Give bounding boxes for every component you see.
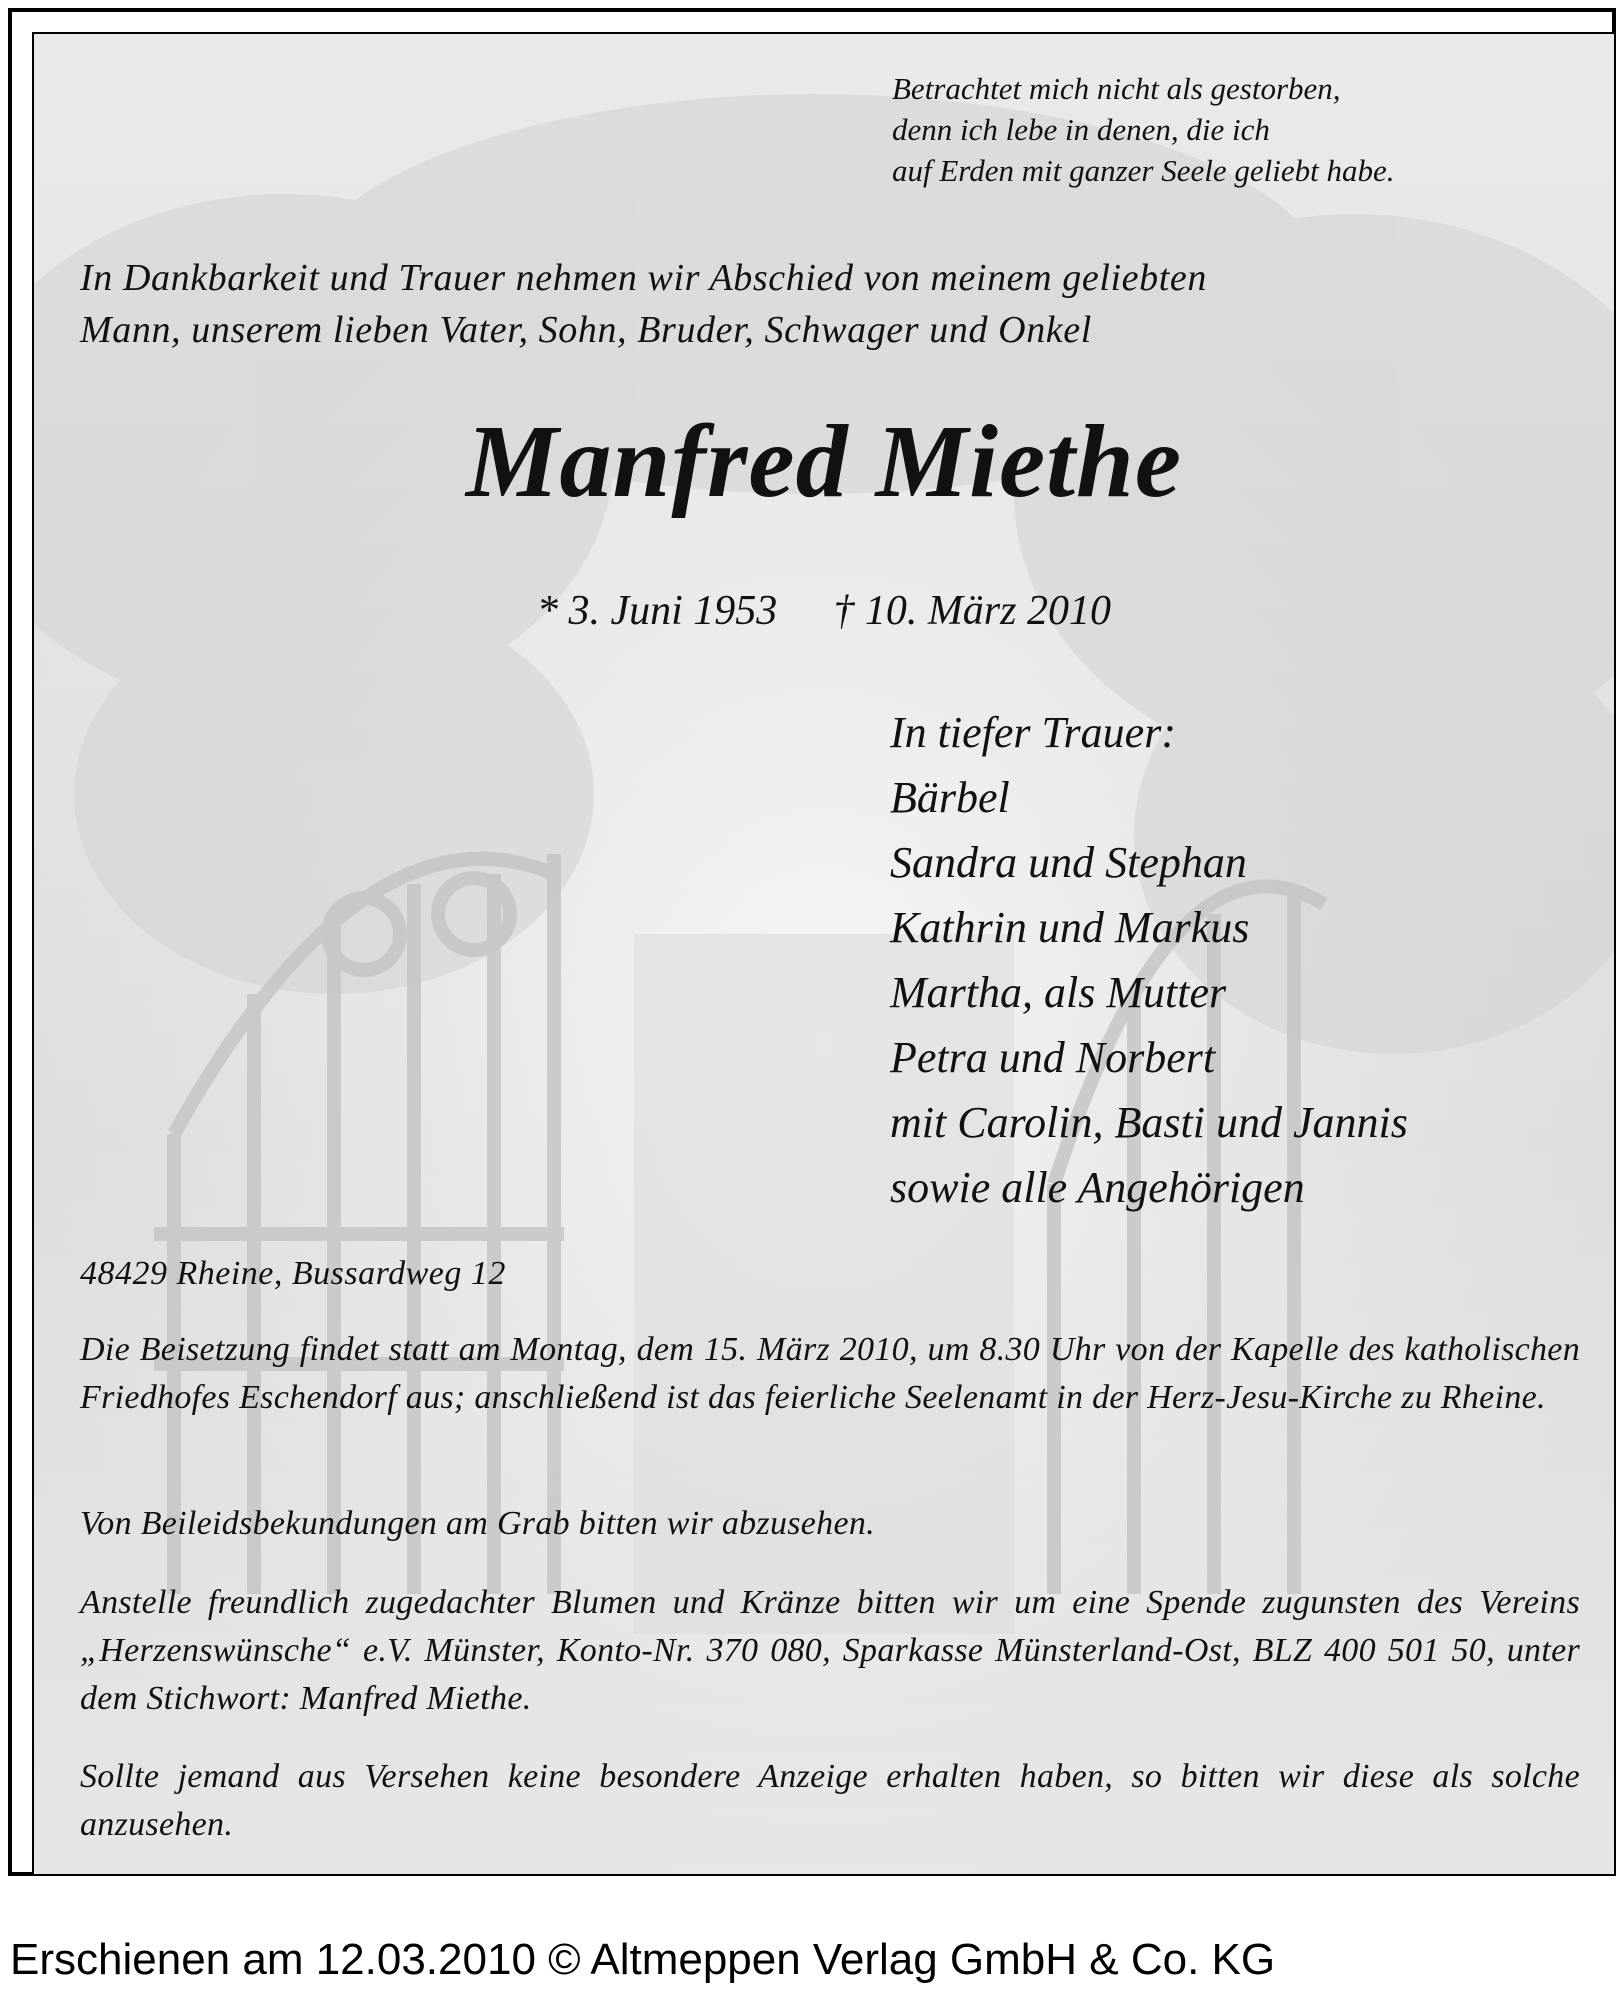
family-address: 48429 Rheine, Bussardweg 12	[80, 1255, 506, 1292]
intro-text	[80, 252, 1207, 356]
mourner-entry: Martha, als Mutter	[890, 968, 1227, 1017]
notice-panel	[32, 32, 1616, 1876]
death-date: † 10. März 2010	[833, 588, 1111, 634]
mourner-entry: sowie alle Angehörigen	[890, 1163, 1305, 1212]
life-dates	[34, 584, 1614, 638]
notice-outer-border	[8, 8, 1616, 1876]
mourner-entry: mit Carolin, Basti und Jannis	[890, 1098, 1408, 1147]
intro-line: In Dankbarkeit und Trauer nehmen wir Abschied von meinem geliebten	[80, 257, 1207, 299]
mourner-entry: Petra und Norbert	[890, 1033, 1216, 1082]
intro-line: Mann, unserem lieben Vater, Sohn, Bruder, Schwager und Onkel	[80, 309, 1092, 351]
mourner-entry: Sandra und Stephan	[890, 838, 1247, 887]
deceased-name: Manfred Miethe	[466, 404, 1182, 519]
donation-request: Anstelle freundlich zugedachter Blumen und Kränze bitten wir um eine Spende zugunsten des Vereins „Herzenswünsche“ e.V. Münster, Konto-Nr. 370 080, Sparkasse Münsterland-Ost, BLZ 400 501 50, unter dem Stichwort: Manfred Miethe.	[80, 1584, 1580, 1717]
birth-date: * 3. Juni 1953	[537, 588, 778, 634]
mourners-list	[890, 700, 1408, 1220]
motto-line: Betrachtet mich nicht als gestorben,	[892, 71, 1341, 106]
motto-line: auf Erden mit ganzer Seele geliebt habe.	[892, 153, 1395, 188]
publication-footer: Erschienen am 12.03.2010 © Altmeppen Verlag GmbH & Co. KG	[10, 1935, 1276, 1984]
mourners-heading: In tiefer Trauer:	[890, 708, 1176, 757]
closing-note: Sollte jemand aus Versehen keine besondere Anzeige erhalten haben, so bitten wir diese als solche anzusehen.	[80, 1758, 1580, 1843]
motto-quote	[892, 68, 1394, 191]
funeral-details: Die Beisetzung findet statt am Montag, dem 15. März 2010, um 8.30 Uhr von der Kapelle des katholischen Friedhofes Eschendorf aus; anschließend ist das feierliche Seelenamt in der Herz-Jesu-Kirche zu Rheine.	[80, 1331, 1580, 1416]
motto-line: denn ich lebe in denen, die ich	[892, 112, 1270, 147]
mourner-entry: Kathrin und Markus	[890, 903, 1250, 952]
condolence-note: Von Beileidsbekundungen am Grab bitten wir abzusehen.	[80, 1505, 875, 1542]
mourner-entry: Bärbel	[890, 773, 1010, 822]
